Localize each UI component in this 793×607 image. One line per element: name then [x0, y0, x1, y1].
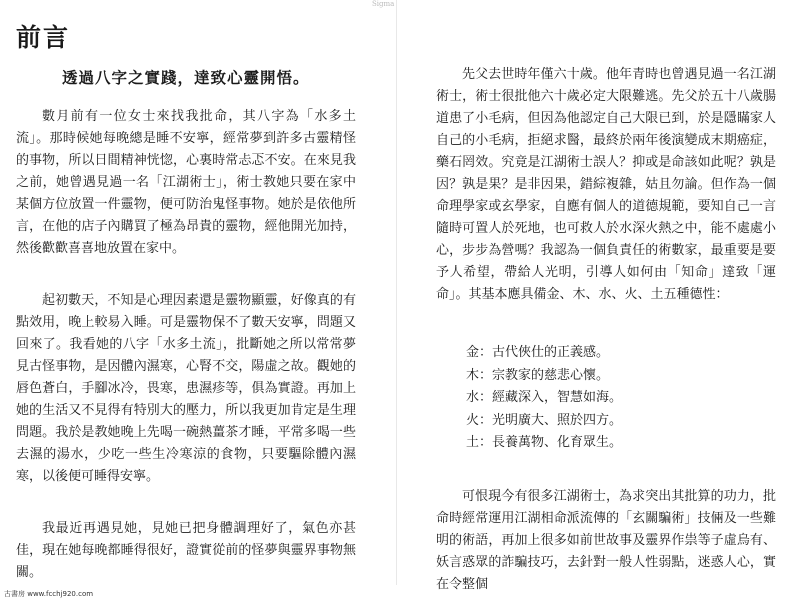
virtue-fire: 火：光明廣大、照於四方。	[466, 412, 623, 428]
virtue-wood: 木：宗教家的慈悲心懷。	[466, 367, 610, 383]
page-divider	[396, 0, 397, 585]
right-paragraph-1: 先父去世時年僅六十歲。他年青時也曾遇見過一名江湖術士，術士很批他六十歲必定大限難逃。先父於五十八歲腸道患了小毛病，但因為他認定自己大限已到，於是隱瞞家人自己的小毛病，拒絕求醫，最終於兩年後演變成末期癌症，藥石罔效。究竟是江湖術士誤人？抑或是命該如此呢？孰是因？孰是果？是非因果，錯綜複雜，姑且勿論。但作為一個命理學家或玄學家，自應有個人的道德規範，要知自己一言隨時可置人於死地，也可救人於水深火熱之中，能不處處小心，步步為營嗎？我認為一個負責任的術數家，最重要是要予人希望，帶給人光明，引導人如何由「知命」達致「運命」。其基本應具備金、木、水、火、土五種德性：	[436, 67, 776, 302]
footer-watermark: 古書房 www.fcchj920.com	[4, 590, 94, 598]
virtue-earth: 土：長養萬物、化育眾生。	[466, 435, 623, 450]
virtue-metal: 金：古代俠仕的正義感。	[466, 345, 610, 360]
left-paragraph-1: 數月前有一位女士來找我批命，其八字為「水多土流」。那時候她每晚總是睡不安寧，經常夢到許多古靈精怪的事物，所以日間精神恍惚，心裏時常忐忑不安。在來見我之前，她曾遇見過一名「江湖術士」，術士教她只要在家中某個方位放置一件靈物，便可防治鬼怪事物。她於是依他所言，在他的店子內購買了極為昂貴的靈物，經他開光加持，然後歡歡喜喜地放置在家中。	[16, 109, 356, 256]
five-virtues-list	[466, 342, 766, 455]
right-paragraph-2: 可恨現今有很多江湖術士，為求突出其批算的功力，批命時經常運用江湖相命派流傳的「玄關騙術」技倆及一些難明的術語，再加上很多如前世故事及靈界作祟等子虛烏有、妖言惑眾的詐騙技巧，去針對一般人性弱點，迷惑人心，實在令整個	[436, 489, 776, 592]
left-paragraph-2: 起初數天，不知是心理因素還是靈物顯靈，好像真的有點效用，晚上較易入睡。可是靈物保不了數天安寧，問題又回來了。我看她的八字「水多土流」，批斷她之所以常常夢見古怪事物，是因體內濕寒，心腎不交，陽虛之故。觀她的唇色蒼白，手腳冰冷，畏寒，患濕疹等，俱為實證。再加上她的生活又不見得有特別大的壓力，所以我更加肯定是生理問題。我於是教她晚上先喝一碗熱薑茶才睡，平常多喝一些去濕的湯水，少吃一些生冷寒涼的食物，只要驅除體內濕寒，以後便可睡得安寧。	[16, 293, 356, 484]
virtue-water: 水：經藏深入，智慧如海。	[466, 390, 623, 405]
left-paragraph-3: 我最近再遇見她，見她已把身體調理好了，氣色亦甚佳，現在她每晚都睡得很好，證實從前的怪夢與靈界事物無關。	[16, 521, 356, 580]
chapter-subtitle: 透過八字之實踐，達致心靈開悟。	[62, 69, 310, 87]
top-mark: Sigma	[372, 0, 395, 8]
chapter-title: 前言	[16, 23, 71, 52]
